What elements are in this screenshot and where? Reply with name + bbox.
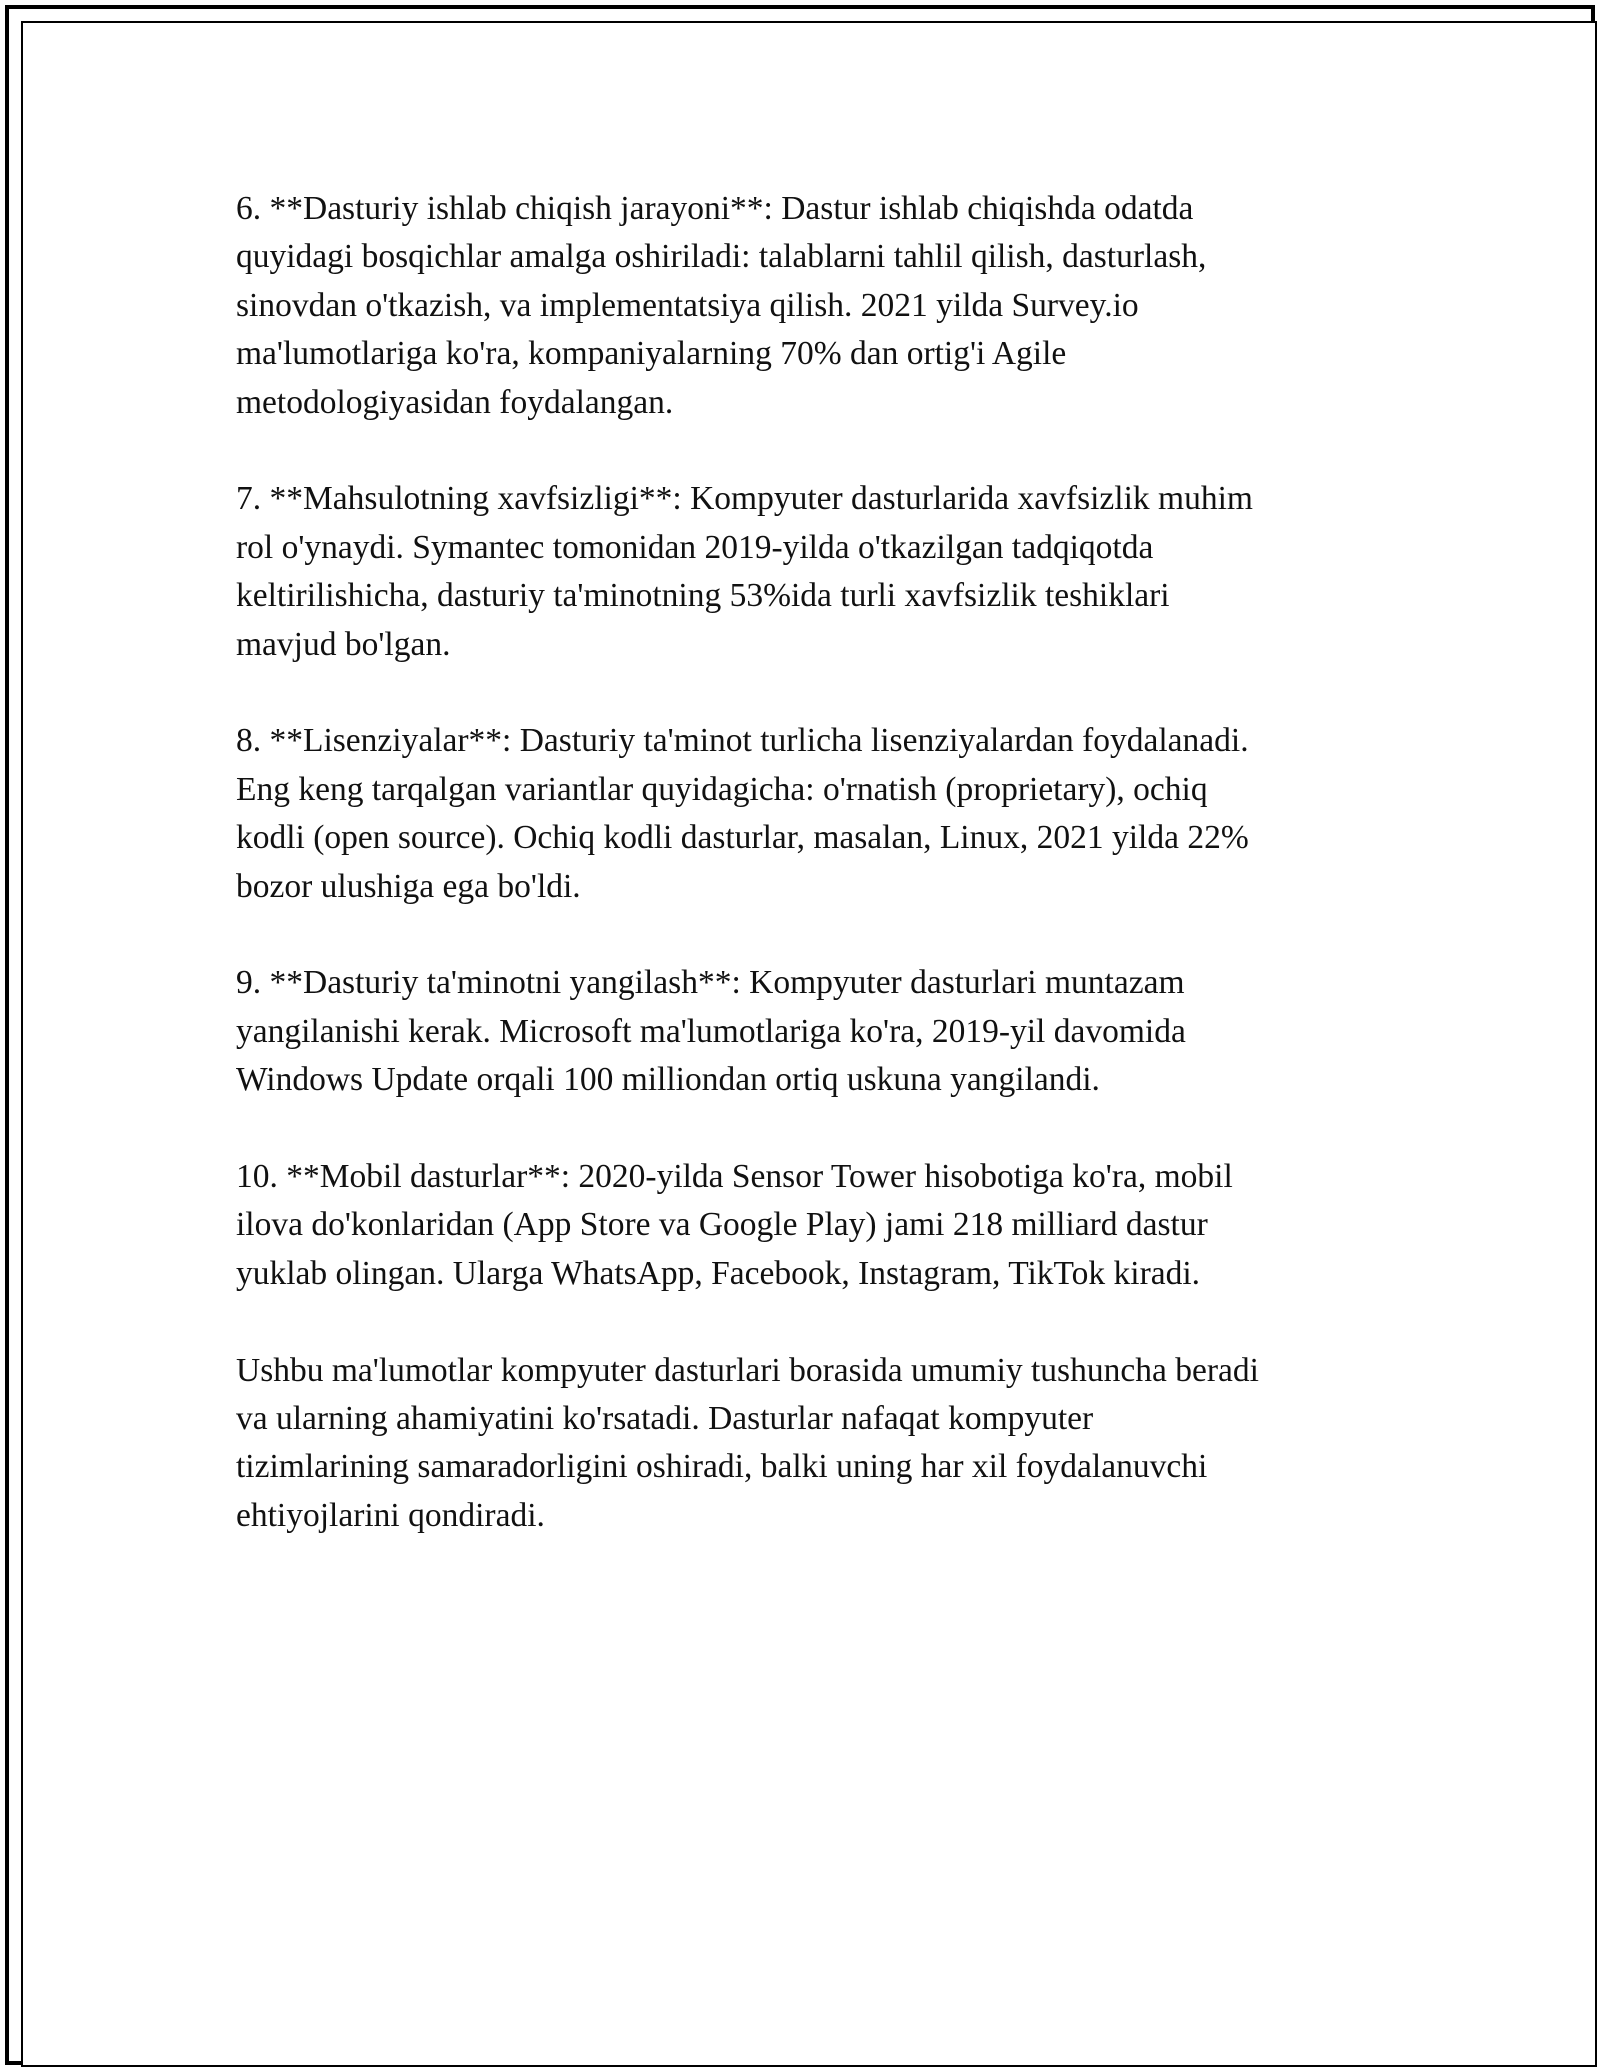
paragraph-software-updates: 9. **Dasturiy ta'minotni yangilash**: Kompyuter dasturlari muntazam yangilanishi kerak. Microsoft ma'lumotlariga ko'ra, 2019-yil davomida Windows Update orqali 100 milliondan ortiq uskuna yangilandi. (236, 964, 1186, 1099)
document-body (236, 185, 1366, 1589)
paragraph-conclusion: Ushbu ma'lumotlar kompyuter dasturlari borasida umumiy tushuncha beradi va ularning ahamiyatini ko'rsatadi. Dasturlar nafaqat kompyuter tizimlarining samaradorligini oshiradi, balki uning har xil foydalanuvchi ehtiyojlarini qondiradi. (236, 1351, 1259, 1534)
paragraph-product-security: 7. **Mahsulotning xavfsizligi**: Kompyuter dasturlarida xavfsizlik muhim rol o'ynaydi. Symantec tomonidan 2019-yilda o'tkazilgan tadqiqotda keltirilishicha, dasturiy ta'minotning 53%ida turli xavfsizlik teshiklari mavjud bo'lgan. (236, 480, 1253, 663)
paragraph-licenses: 8. **Lisenziyalar**: Dasturiy ta'minot turlicha lisenziyalardan foydalanadi. Eng keng tarqalgan variantlar quyidagicha: o'rnatish (proprietary), ochiq kodli (open source). Ochiq kodli dasturlar, masalan, Linux, 2021 yilda 22% bozor ulushiga ega bo'ldi. (236, 722, 1249, 905)
paragraph-mobile-apps: 10. **Mobil dasturlar**: 2020-yilda Sensor Tower hisobotiga ko'ra, mobil ilova do'konlaridan (App Store va Google Play) jami 218 milliard dastur yuklab olingan. Ularga WhatsApp, Facebook, Instagram, TikTok kiradi. (236, 1158, 1233, 1292)
paragraph-software-development-process: 6. **Dasturiy ishlab chiqish jarayoni**: Dastur ishlab chiqishda odatda quyidagi bosqichlar amalga oshiriladi: talablarni tahlil qilish, dasturlash, sinovdan o'tkazish, va implementatsiya qilish. 2021 yilda Survey.io ma'lumotlariga ko'ra, kompaniyalarning 70% dan ortig'i Agile metodologiyasidan foydalangan. (236, 190, 1207, 421)
